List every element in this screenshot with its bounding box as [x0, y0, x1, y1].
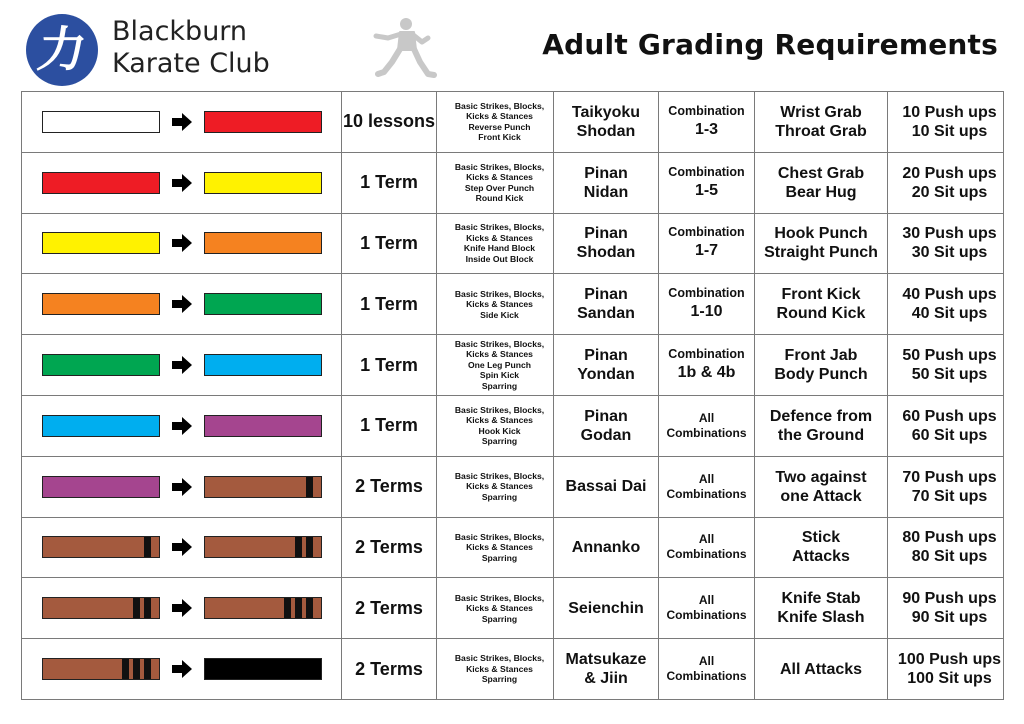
current-belt	[42, 111, 160, 133]
fitness-requirement: 50 Push ups 50 Sit ups	[888, 335, 1004, 396]
kata-name: Pinan Sandan	[554, 274, 659, 335]
belt-progression	[22, 476, 341, 498]
combination-all: All Combinations	[666, 593, 747, 623]
next-belt	[204, 476, 322, 498]
current-belt	[42, 415, 160, 437]
table-row	[22, 274, 1004, 335]
arrow-right-icon	[172, 356, 192, 374]
fitness-requirement: 40 Push ups 40 Sit ups	[888, 274, 1004, 335]
belt-progression	[22, 536, 341, 558]
combination-cell	[659, 395, 755, 456]
arrow-right-icon	[172, 660, 192, 678]
self-defence: Hook Punch Straight Punch	[755, 213, 888, 274]
table-row	[22, 213, 1004, 274]
self-defence: Front Jab Body Punch	[755, 335, 888, 396]
combination-cell	[659, 152, 755, 213]
belt-stripe	[122, 659, 129, 679]
table-row	[22, 456, 1004, 517]
techniques-list: Basic Strikes, Blocks, Kicks & Stances Step Over Punch Round Kick	[437, 152, 554, 213]
next-belt	[204, 415, 322, 437]
training-time: 2 Terms	[342, 517, 437, 578]
logo-kanji: 力	[34, 22, 90, 78]
arrow-right-icon	[172, 113, 192, 131]
fitness-requirement: 100 Push ups 100 Sit ups	[888, 639, 1004, 700]
belt-progression	[22, 172, 341, 194]
combination-all: All Combinations	[666, 410, 747, 440]
club-name	[112, 16, 270, 80]
current-belt	[42, 476, 160, 498]
current-belt	[42, 597, 160, 619]
techniques-list: Basic Strikes, Blocks, Kicks & Stances Sparring	[437, 456, 554, 517]
kata-name: Annanko	[554, 517, 659, 578]
next-belt	[204, 536, 322, 558]
techniques-list: Basic Strikes, Blocks, Kicks & Stances Reverse Punch Front Kick	[437, 92, 554, 153]
combination-value: 1-10	[690, 303, 723, 321]
belt-stripe	[306, 598, 313, 618]
kata-name: Pinan Godan	[554, 395, 659, 456]
arrow-right-icon	[172, 234, 192, 252]
next-belt	[204, 293, 322, 315]
next-belt	[204, 232, 322, 254]
belt-stripe	[133, 598, 140, 618]
combination-all: All Combinations	[666, 471, 747, 501]
kata-name: Pinan Yondan	[554, 335, 659, 396]
current-belt	[42, 232, 160, 254]
kata-name: Pinan Shodan	[554, 213, 659, 274]
table-row	[22, 578, 1004, 639]
combination-all: All Combinations	[666, 532, 747, 562]
fitness-requirement: 20 Push ups 20 Sit ups	[888, 152, 1004, 213]
combination-value: 1b & 4b	[677, 364, 736, 382]
belt-progression	[22, 354, 341, 376]
techniques-list: Basic Strikes, Blocks, Kicks & Stances Sparring	[437, 639, 554, 700]
next-belt	[204, 172, 322, 194]
kata-name: Matsukaze & Jiin	[554, 639, 659, 700]
training-time: 1 Term	[342, 335, 437, 396]
arrow-right-icon	[172, 417, 192, 435]
belt-progression	[22, 293, 341, 315]
fitness-requirement: 70 Push ups 70 Sit ups	[888, 456, 1004, 517]
combination-cell	[659, 274, 755, 335]
combination-cell	[659, 92, 755, 153]
current-belt	[42, 354, 160, 376]
combination-cell	[659, 213, 755, 274]
current-belt	[42, 658, 160, 680]
grading-table	[21, 91, 1004, 700]
self-defence: All Attacks	[755, 639, 888, 700]
combination-cell	[659, 517, 755, 578]
combination-cell	[659, 639, 755, 700]
belt-progression	[22, 658, 341, 680]
combination-value: 1-7	[694, 242, 719, 260]
table-row	[22, 335, 1004, 396]
belt-progression-cell	[22, 578, 342, 639]
combination-label: Combination	[668, 103, 745, 118]
table-row	[22, 92, 1004, 153]
combination-cell	[659, 456, 755, 517]
combination-label: Combination	[668, 347, 745, 362]
techniques-list: Basic Strikes, Blocks, Kicks & Stances Sparring	[437, 578, 554, 639]
combination-cell	[659, 335, 755, 396]
belt-progression-cell	[22, 395, 342, 456]
fitness-requirement: 80 Push ups 80 Sit ups	[888, 517, 1004, 578]
belt-stripe	[295, 598, 302, 618]
current-belt	[42, 172, 160, 194]
belt-stripe	[295, 537, 302, 557]
self-defence: Front Kick Round Kick	[755, 274, 888, 335]
techniques-list: Basic Strikes, Blocks, Kicks & Stances Sparring	[437, 517, 554, 578]
belt-stripe	[306, 477, 313, 497]
self-defence: Stick Attacks	[755, 517, 888, 578]
belt-progression-cell	[22, 639, 342, 700]
belt-progression-cell	[22, 335, 342, 396]
kata-name: Bassai Dai	[554, 456, 659, 517]
table-row	[22, 517, 1004, 578]
belt-progression	[22, 111, 341, 133]
techniques-list: Basic Strikes, Blocks, Kicks & Stances Knife Hand Block Inside Out Block	[437, 213, 554, 274]
arrow-right-icon	[172, 174, 192, 192]
kata-name: Pinan Nidan	[554, 152, 659, 213]
belt-stripe	[144, 598, 151, 618]
combination-label: Combination	[668, 286, 745, 301]
grading-table-body	[22, 92, 1004, 700]
combination-label: Combination	[668, 225, 745, 240]
current-belt	[42, 536, 160, 558]
combination-cell	[659, 578, 755, 639]
belt-progression-cell	[22, 92, 342, 153]
training-time: 10 lessons	[342, 92, 437, 153]
fitness-requirement: 90 Push ups 90 Sit ups	[888, 578, 1004, 639]
belt-progression	[22, 597, 341, 619]
page-title: Adult Grading Requirements	[542, 28, 998, 61]
table-row	[22, 152, 1004, 213]
training-time: 1 Term	[342, 213, 437, 274]
fitness-requirement: 10 Push ups 10 Sit ups	[888, 92, 1004, 153]
club-name-line1: Blackburn	[112, 16, 248, 47]
next-belt	[204, 354, 322, 376]
training-time: 2 Terms	[342, 456, 437, 517]
training-time: 2 Terms	[342, 639, 437, 700]
belt-progression-cell	[22, 456, 342, 517]
techniques-list: Basic Strikes, Blocks, Kicks & Stances Side Kick	[437, 274, 554, 335]
club-name-line2: Karate Club	[112, 48, 270, 79]
belt-progression-cell	[22, 213, 342, 274]
training-time: 2 Terms	[342, 578, 437, 639]
current-belt	[42, 293, 160, 315]
fitness-requirement: 60 Push ups 60 Sit ups	[888, 395, 1004, 456]
combination-value: 1-3	[694, 120, 719, 138]
self-defence: Knife Stab Knife Slash	[755, 578, 888, 639]
karate-fighter-icon	[370, 14, 438, 82]
belt-stripe	[144, 659, 151, 679]
belt-stripe	[284, 598, 291, 618]
self-defence: Chest Grab Bear Hug	[755, 152, 888, 213]
training-time: 1 Term	[342, 274, 437, 335]
belt-stripe	[133, 659, 140, 679]
techniques-list: Basic Strikes, Blocks, Kicks & Stances One Leg Punch Spin Kick Sparring	[437, 335, 554, 396]
techniques-list: Basic Strikes, Blocks, Kicks & Stances Hook Kick Sparring	[437, 395, 554, 456]
belt-progression	[22, 232, 341, 254]
combination-label: Combination	[668, 164, 745, 179]
combination-all: All Combinations	[666, 654, 747, 684]
belt-stripe	[306, 537, 313, 557]
training-time: 1 Term	[342, 395, 437, 456]
fitness-requirement: 30 Push ups 30 Sit ups	[888, 213, 1004, 274]
belt-progression-cell	[22, 152, 342, 213]
kata-name: Seienchin	[554, 578, 659, 639]
self-defence: Two against one Attack	[755, 456, 888, 517]
arrow-right-icon	[172, 538, 192, 556]
kata-name: Taikyoku Shodan	[554, 92, 659, 153]
table-row	[22, 395, 1004, 456]
belt-progression-cell	[22, 274, 342, 335]
arrow-right-icon	[172, 295, 192, 313]
belt-progression	[22, 415, 341, 437]
self-defence: Defence from the Ground	[755, 395, 888, 456]
next-belt	[204, 658, 322, 680]
belt-progression-cell	[22, 517, 342, 578]
belt-stripe	[144, 537, 151, 557]
club-logo	[26, 14, 98, 86]
next-belt	[204, 597, 322, 619]
next-belt	[204, 111, 322, 133]
arrow-right-icon	[172, 478, 192, 496]
arrow-right-icon	[172, 599, 192, 617]
self-defence: Wrist Grab Throat Grab	[755, 92, 888, 153]
training-time: 1 Term	[342, 152, 437, 213]
combination-value: 1-5	[694, 181, 719, 199]
table-row	[22, 639, 1004, 700]
